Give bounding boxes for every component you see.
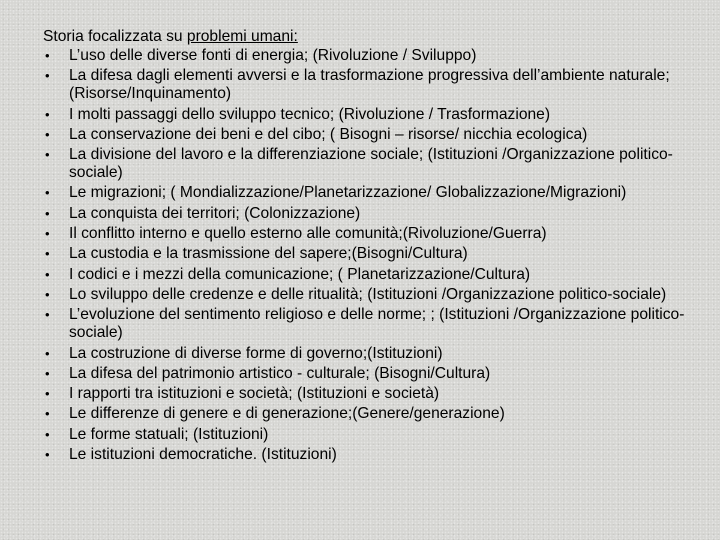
list-item-text: Le migrazioni; ( Mondializzazione/Planetarizzazione/ Globalizzazione/Migrazioni) xyxy=(69,184,627,202)
list-item-text: I codici e i mezzi della comunicazione; ( Planetarizzazione/Cultura) xyxy=(69,265,531,283)
bullet-icon: • xyxy=(45,286,50,302)
list-item xyxy=(43,225,713,243)
list-item xyxy=(43,184,713,202)
bullet-icon: • xyxy=(45,426,50,442)
list-item xyxy=(43,106,713,124)
list-item-text: La divisione del lavoro e la differenziazione sociale; (Istituzioni /Organizzazione politico-sociale) xyxy=(69,146,673,182)
slide-content xyxy=(43,28,713,466)
title-underlined: problemi umani: xyxy=(186,28,298,45)
bullet-icon: • xyxy=(45,365,50,381)
list-item-text: Lo sviluppo delle credenze e delle ritualità; (Istituzioni /Organizzazione politico-sociale) xyxy=(69,285,667,303)
list-item-text: L’uso delle diverse fonti di energia; (Rivoluzione / Sviluppo) xyxy=(69,47,477,64)
list-item-text: La conservazione dei beni e del cibo; ( Bisogni – risorse/ nicchia ecologica) xyxy=(69,125,588,143)
bullet-icon: • xyxy=(45,48,50,63)
bullet-icon: • xyxy=(45,106,50,122)
list-item xyxy=(43,446,713,464)
topic-list xyxy=(43,47,713,464)
list-item-text: Le forme statuali; (Istituzioni) xyxy=(69,425,269,443)
bullet-icon: • xyxy=(45,246,50,262)
list-item xyxy=(43,67,713,103)
list-item-text: L’evoluzione del sentimento religioso e delle norme; ; (Istituzioni /Organizzazione politico-sociale) xyxy=(69,306,685,342)
title-prefix: Storia focalizzata su xyxy=(43,28,187,45)
list-item xyxy=(43,126,713,144)
list-item-text: Le differenze di genere e di generazione;(Genere/generazione) xyxy=(69,405,505,423)
bullet-icon: • xyxy=(45,447,50,463)
list-item-text: I rapporti tra istituzioni e società; (Istituzioni e società) xyxy=(69,385,440,403)
bullet-icon: • xyxy=(45,185,50,201)
list-item xyxy=(43,146,713,182)
list-item xyxy=(43,205,713,223)
list-item-text: La conquista dei territori; (Colonizzazione) xyxy=(69,204,361,222)
list-item xyxy=(43,385,713,403)
bullet-icon: • xyxy=(45,126,50,142)
list-item-text: I molti passaggi dello sviluppo tecnico; (Rivoluzione / Trasformazione) xyxy=(69,105,551,123)
list-item-text: La difesa dagli elementi avversi e la trasformazione progressiva dell’ambiente naturale; (Risorse/Inquinamento) xyxy=(69,67,670,103)
list-item-text: Il conflitto interno e quello esterno alle comunità;(Rivoluzione/Guerra) xyxy=(69,225,547,243)
list-item xyxy=(43,365,713,383)
bullet-icon: • xyxy=(45,307,50,323)
slide-title xyxy=(43,28,713,47)
list-item-text: Le istituzioni democratiche. (Istituzioni) xyxy=(69,446,337,464)
bullet-icon: • xyxy=(45,386,50,402)
bullet-icon: • xyxy=(45,266,50,282)
bullet-icon: • xyxy=(45,205,50,221)
list-item xyxy=(43,306,713,342)
list-item xyxy=(43,266,713,284)
list-item-text: La custodia e la trasmissione del sapere;(Bisogni/Cultura) xyxy=(69,245,468,263)
list-item-text: La costruzione di diverse forme di governo;(Istituzioni) xyxy=(69,344,443,362)
list-item xyxy=(43,345,713,363)
list-item xyxy=(43,426,713,444)
list-item xyxy=(43,286,713,304)
bullet-icon: • xyxy=(45,226,50,242)
list-item xyxy=(43,405,713,423)
bullet-icon: • xyxy=(45,406,50,422)
list-item xyxy=(43,245,713,263)
list-item-text: La difesa del patrimonio artistico - culturale; (Bisogni/Cultura) xyxy=(69,364,491,382)
bullet-icon: • xyxy=(45,147,50,163)
bullet-icon: • xyxy=(45,345,50,361)
list-item xyxy=(43,47,713,65)
bullet-icon: • xyxy=(45,68,50,84)
